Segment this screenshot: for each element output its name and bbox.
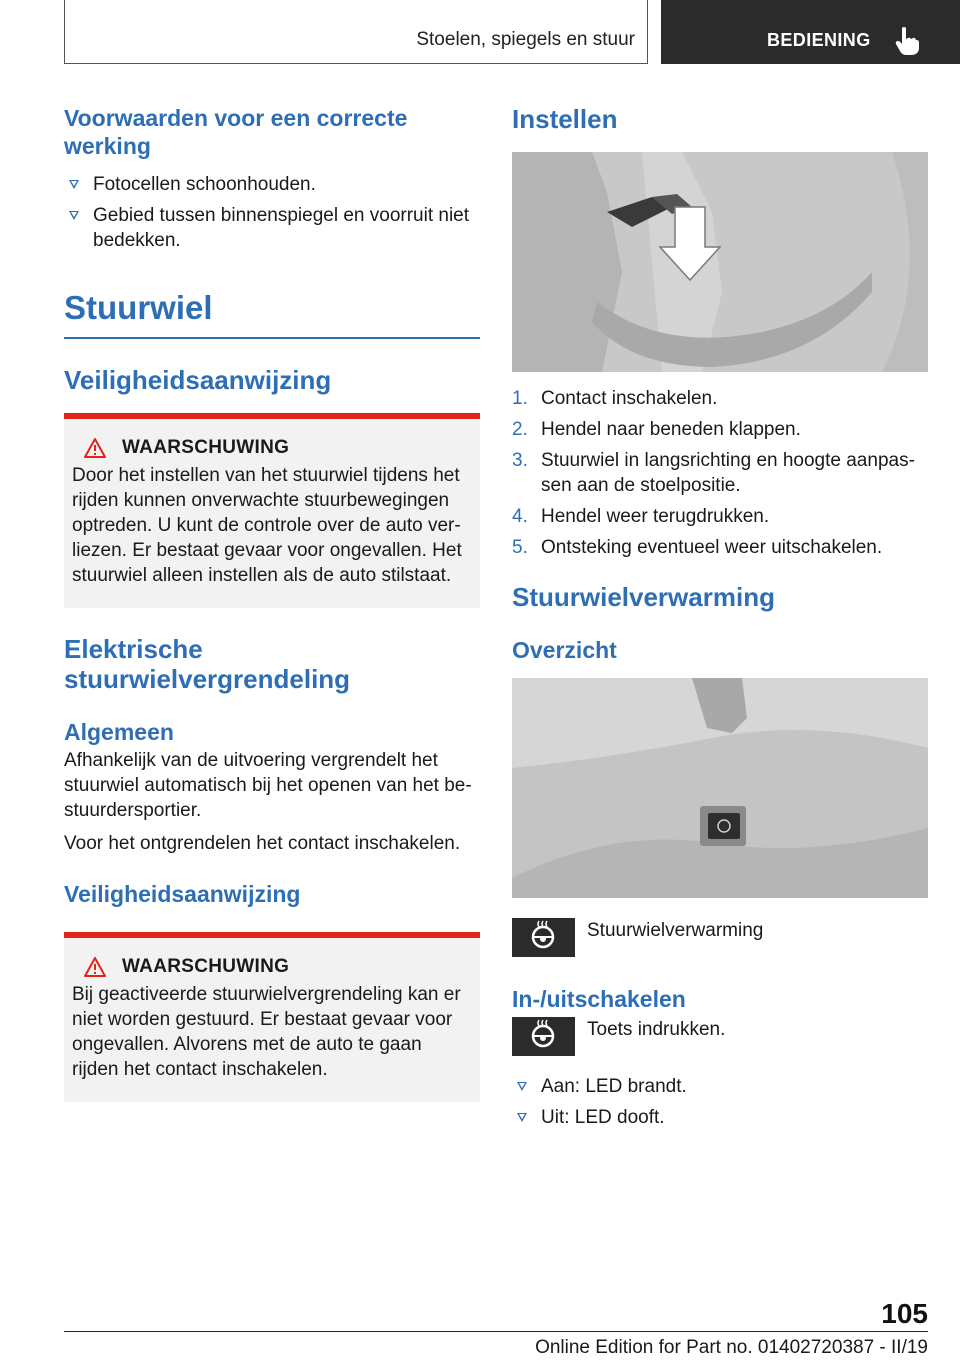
- list-item: 5. Ontsteking eventueel weer uitschakelen.: [512, 537, 883, 558]
- unlock-paragraph: Voor het ontgrendelen het contact inschakelen.: [64, 833, 461, 854]
- bullet-triangle-icon: [69, 180, 79, 189]
- heading-rule: [64, 337, 480, 339]
- warning-title: WAARSCHUWING: [122, 437, 290, 458]
- adjust-steps: [512, 386, 928, 560]
- steering-heating-key-icon: [512, 1017, 575, 1056]
- list-item: 4. Hendel weer terugdrukken.: [512, 506, 770, 527]
- footer-rule: [64, 1331, 928, 1332]
- lock-heading: Elektrische stuurwielvergrendeling: [64, 634, 351, 694]
- conditions-list: [64, 172, 480, 253]
- bullet-triangle-icon: [517, 1113, 527, 1122]
- adjust-heading: Instellen: [512, 104, 618, 134]
- edition-footer: Online Edition for Part no. 01402720387 - II/19: [535, 1337, 928, 1358]
- list-item: 2. Hendel naar beneden klappen.: [512, 419, 801, 440]
- steering-heading: Stuurwiel: [64, 289, 213, 326]
- heating-heading: Stuurwielverwarming: [512, 582, 775, 612]
- warning-box-2: [64, 932, 480, 1102]
- bullet-triangle-icon: [517, 1082, 527, 1091]
- warning-triangle-icon: [84, 438, 106, 458]
- section-label: BEDIENING: [767, 30, 871, 50]
- warning-triangle-icon: [84, 957, 106, 977]
- safety-heading-2: Veiligheidsaanwijzing: [64, 881, 301, 907]
- header-chapter-box: [64, 0, 648, 64]
- states-list: [512, 1074, 928, 1130]
- right-column: [512, 100, 928, 1136]
- pointing-hand-icon: [895, 26, 919, 56]
- list-item: 3. Stuurwiel in langsrichting en hoogte aanpassen aan de stoelpositie.: [512, 450, 915, 496]
- warning-title: WAARSCHUWING: [122, 956, 290, 977]
- general-heading: Algemeen: [64, 719, 174, 745]
- conditions-heading: Voorwaarden voor een correcte werking: [64, 105, 408, 159]
- warning-text: Door het instellen van het stuurwiel tijdens het rijden kunnen onverwachte stuurbewegingen optreden. U kunt de controle over de auto verliezen. Er bestaat gevaar voor ongevallen. Het stuurwiel alleen instellen als de auto stilstaat.: [72, 465, 462, 586]
- list-item: 1. Contact inschakelen.: [512, 388, 718, 409]
- press-key-instruction: [512, 1017, 928, 1056]
- heating-key-legend: [512, 918, 928, 957]
- general-paragraph: Afhankelijk van de uitvoering vergrendelt het stuurwiel automatisch bij het openen van het bestuurdersportier.: [64, 750, 472, 821]
- press-label: Toets indrukken.: [587, 1019, 726, 1040]
- list-item: Aan: LED brandt.: [512, 1074, 928, 1099]
- lever-illustration: [512, 152, 928, 372]
- steering-heating-key-icon: [512, 918, 575, 957]
- list-item: Fotocellen schoonhouden.: [64, 172, 480, 197]
- bullet-triangle-icon: [69, 211, 79, 220]
- header-section-tab: [661, 0, 960, 64]
- heating-button-illustration: [512, 678, 928, 898]
- chapter-title: Stoelen, spiegels en stuur: [416, 29, 635, 50]
- onoff-heading: In-/uitschakelen: [512, 986, 686, 1012]
- warning-box: [64, 413, 480, 608]
- page-number: 105: [881, 1298, 928, 1329]
- steering-lever-photo: [512, 152, 928, 372]
- warning-text: Bij geactiveerde stuurwielvergrendeling kan er niet worden gestuurd. Er bestaat gevaar voor ongevallen. Alvorens met de auto te gaan rijden het contact inschakelen.: [72, 984, 461, 1080]
- overview-heading: Overzicht: [512, 637, 617, 663]
- list-item: Gebied tussen binnenspiegel en voorruit niet bedekken.: [64, 203, 480, 253]
- key-label: Stuurwielverwarming: [587, 920, 764, 941]
- left-column: [64, 100, 480, 1102]
- list-item: Uit: LED dooft.: [512, 1105, 928, 1130]
- heating-button-photo: [512, 678, 928, 898]
- safety-heading: Veiligheidsaanwijzing: [64, 365, 332, 395]
